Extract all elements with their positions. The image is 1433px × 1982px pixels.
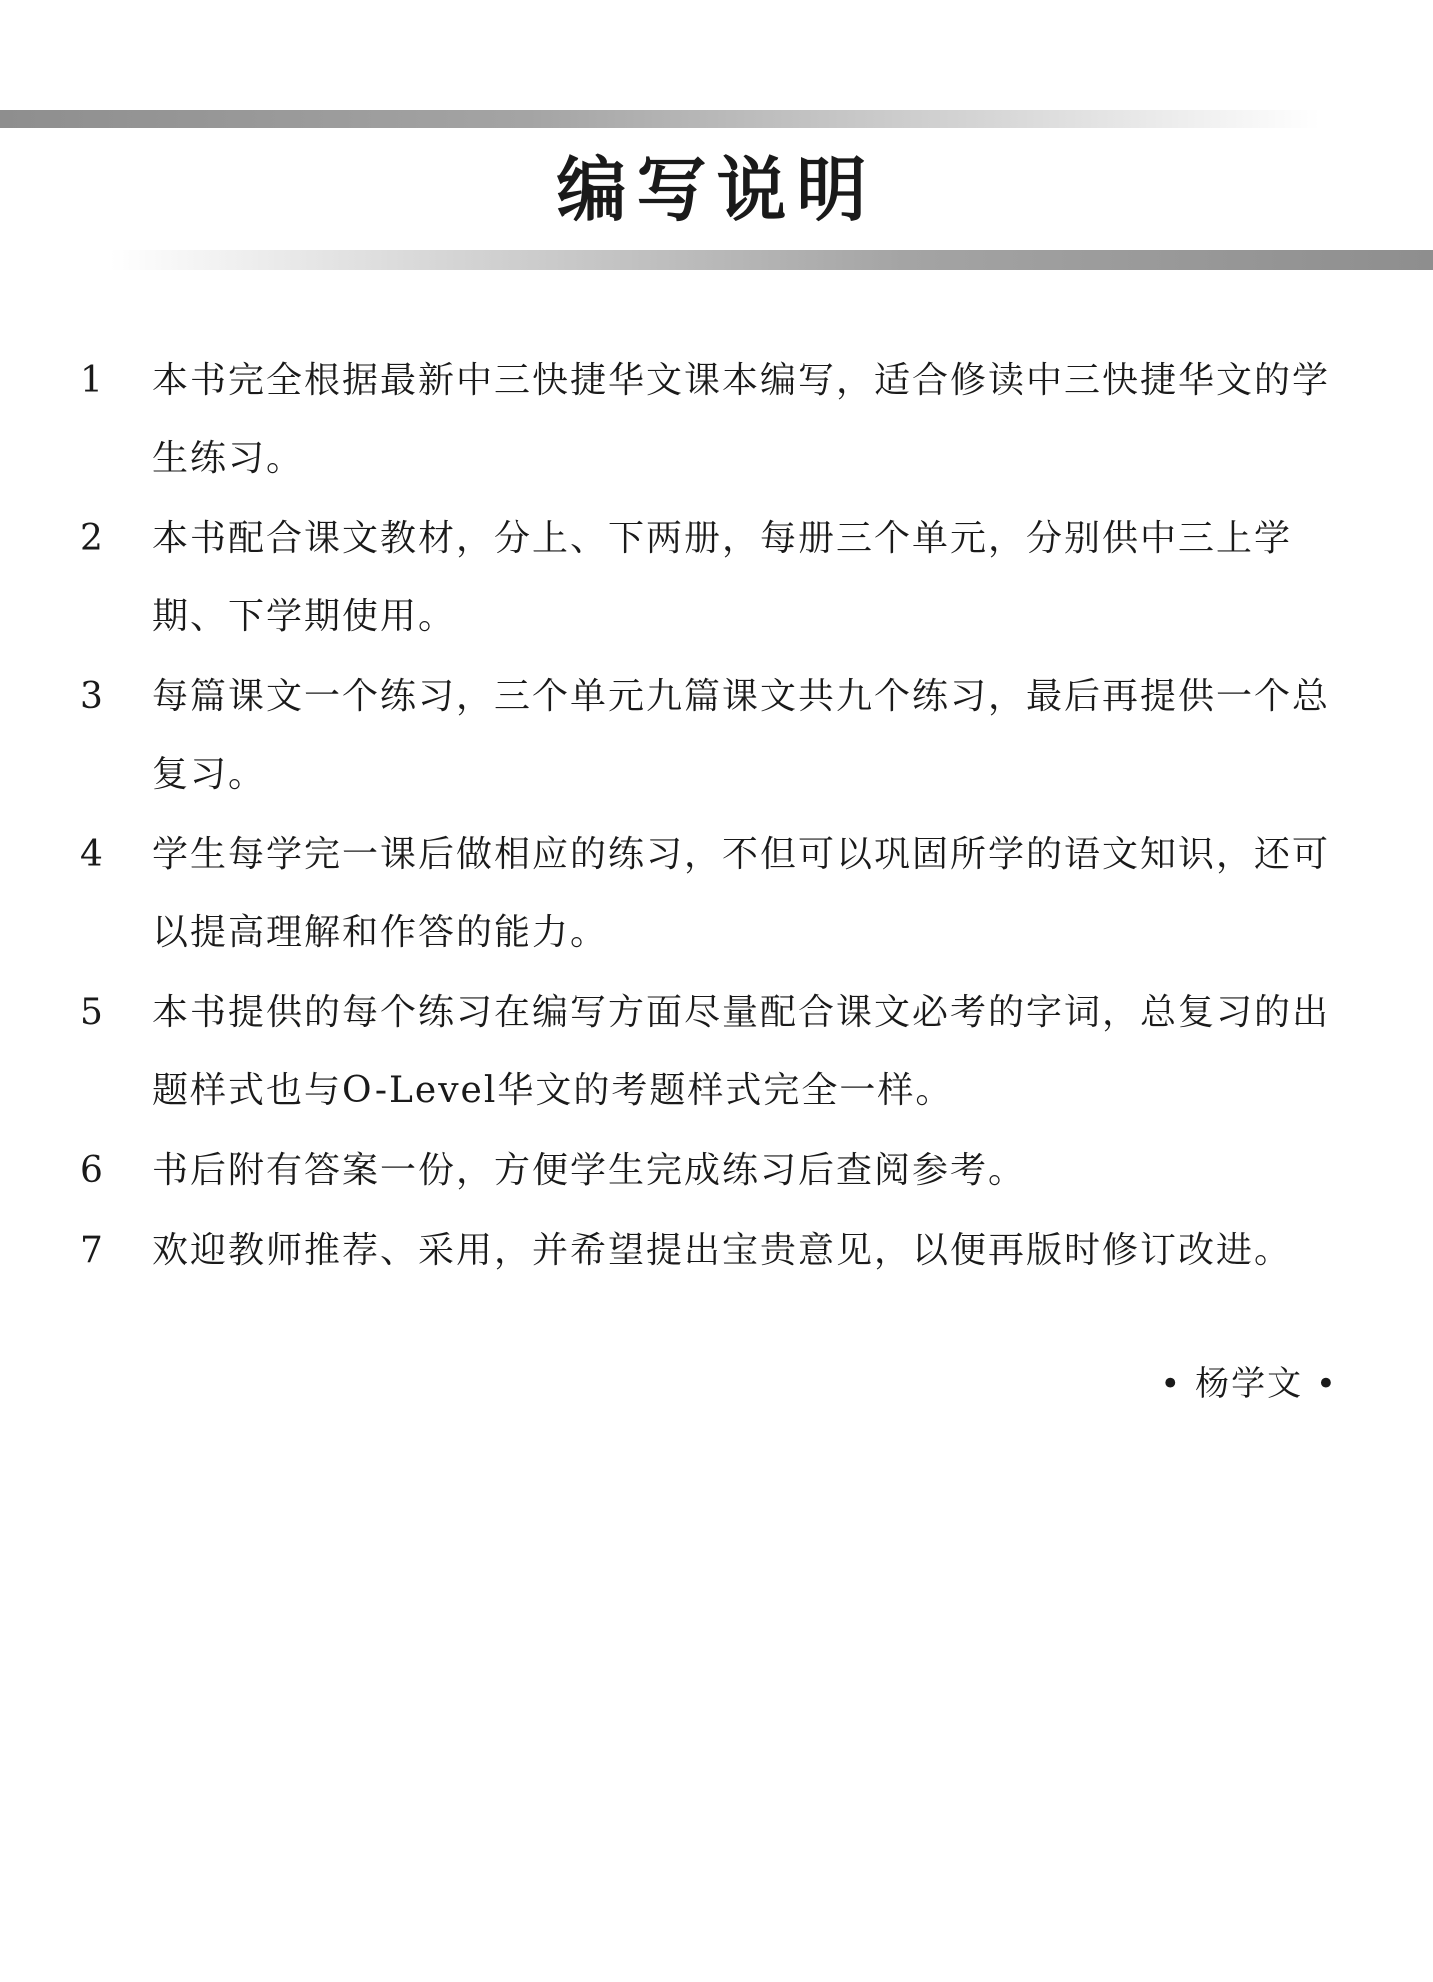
header-gradient-bar-bottom bbox=[110, 250, 1433, 270]
item-text: 本书提供的每个练习在编写方面尽量配合课文必考的字词，总复习的出题样式也与O-Level华文的考题样式完全一样。 bbox=[152, 992, 1331, 1111]
author-signature: • 杨学文 • bbox=[1160, 1364, 1338, 1404]
item-text: 本书配合课文教材，分上、下两册，每册三个单元，分别供中三上学期、下学期使用。 bbox=[152, 518, 1293, 637]
list-item bbox=[80, 342, 1350, 498]
item-number: 1 bbox=[80, 360, 105, 401]
item-number: 2 bbox=[80, 518, 105, 559]
item-text: 欢迎教师推荐、采用，并希望提出宝贵意见，以便再版时修订改进。 bbox=[152, 1230, 1293, 1271]
item-number: 4 bbox=[80, 834, 105, 875]
list-item bbox=[80, 500, 1350, 656]
instructions-list bbox=[80, 342, 1350, 1292]
item-text: 书后附有答案一份，方便学生完成练习后查阅参考。 bbox=[152, 1150, 1027, 1191]
item-text: 学生每学完一课后做相应的练习，不但可以巩固所学的语文知识，还可以提高理解和作答的能力。 bbox=[152, 834, 1331, 953]
list-item bbox=[80, 974, 1350, 1130]
list-item bbox=[80, 1212, 1350, 1290]
item-number: 3 bbox=[80, 676, 105, 717]
item-text: 本书完全根据最新中三快捷华文课本编写，适合修读中三快捷华文的学生练习。 bbox=[152, 360, 1331, 479]
list-item bbox=[80, 816, 1350, 972]
list-item bbox=[80, 1132, 1350, 1210]
item-number: 6 bbox=[80, 1150, 105, 1191]
item-number: 7 bbox=[80, 1230, 105, 1271]
item-text: 每篇课文一个练习，三个单元九篇课文共九个练习，最后再提供一个总复习。 bbox=[152, 676, 1331, 795]
list-item bbox=[80, 658, 1350, 814]
page-title: 编写说明 bbox=[556, 149, 877, 231]
header-gradient-bar-top bbox=[0, 110, 1320, 128]
item-number: 5 bbox=[80, 992, 105, 1033]
